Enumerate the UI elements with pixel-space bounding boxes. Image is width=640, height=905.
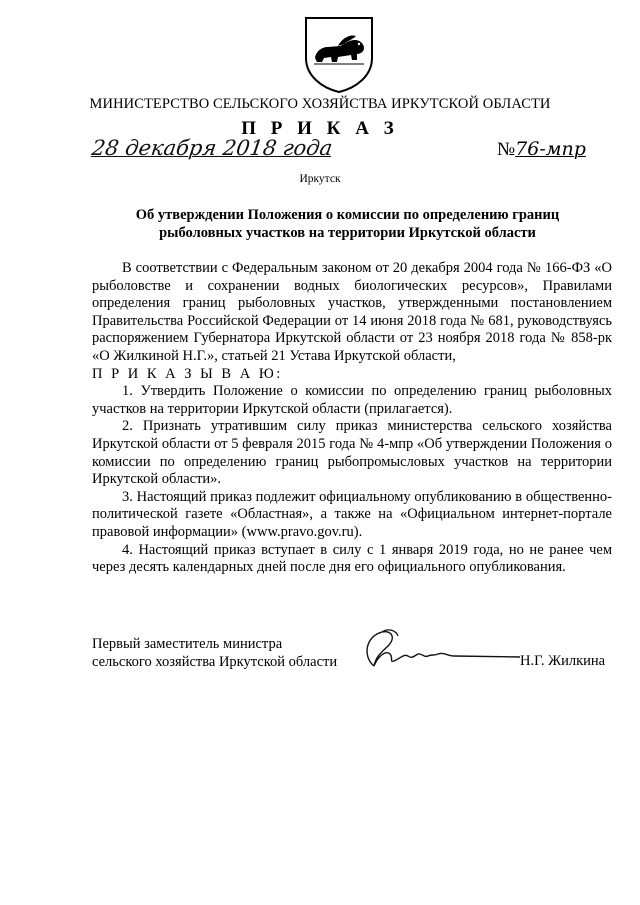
signer-name: Н.Г. Жилкина	[520, 653, 606, 669]
order-word: П Р И К А З Ы В А Ю:	[92, 365, 283, 382]
handwritten-date: 28 декабря 2018 года	[90, 136, 334, 160]
ministry-name: МИНИСТЕРСТВО СЕЛЬСКОГО ХОЗЯЙСТВА ИРКУТСКОЙ ОБЛАСТИ	[89, 96, 551, 112]
signatory-position	[92, 635, 337, 671]
order-item-1: 1. Утвердить Положение о комиссии по определению границ рыболовных участков на территории Иркутской области (прилагается).	[92, 383, 612, 417]
order-item-3: 3. Настоящий приказ подлежит официальному опубликованию в общественно-политической газете «Областная», а также на «Официальном интернет-портале правовой информации» (www.pravo.gov.ru).	[92, 488, 612, 540]
order-item-4: 4. Настоящий приказ вступает в силу с 1 января 2019 года, но не ранее чем через десять календарных дней после дня его официального опубликования.	[92, 541, 612, 576]
subject-line-1: Об утверждении Положения о комиссии по определению границ	[135, 207, 560, 223]
position-line-2: сельского хозяйства Иркутской области	[92, 654, 338, 670]
document-type: П Р И К А З	[241, 118, 399, 139]
preamble-paragraph: В соответствии с Федеральным законом от 20 декабря 2004 года № 166-ФЗ «О рыболовстве и сохранении водных биологических ресурсов», Правилами определения границ рыболовных участков, утвержденными постановлением Правительства Российской Федерации от 14 июня 2018 года № 681, руководствуясь распоряжением Губернатора Иркутской области от 23 ноября 2018 года № 858-рк «О Жилкиной Н.Г.», статьей 21 Устава Иркутской области,	[92, 260, 612, 364]
handwritten-signature	[352, 626, 522, 676]
subject-line-2: рыболовных участков на территории Иркутской области	[159, 225, 536, 241]
document-subject	[95, 206, 600, 242]
coat-of-arms-icon	[300, 14, 378, 94]
document-body	[92, 260, 612, 577]
order-number	[497, 138, 586, 161]
order-item-2: 2. Признать утратившим силу приказ министерства сельского хозяйства Иркутской области от 5 февраля 2015 года № 4-мпр «Об утверждении Положения о комиссии по определению границ рыбопромысловых участков на территории Иркутской области».	[92, 418, 612, 488]
number-prefix: №	[497, 139, 516, 160]
handwritten-number: 76-мпр	[515, 138, 586, 160]
position-line-1: Первый заместитель министра	[92, 636, 283, 652]
city: Иркутск	[299, 173, 341, 185]
